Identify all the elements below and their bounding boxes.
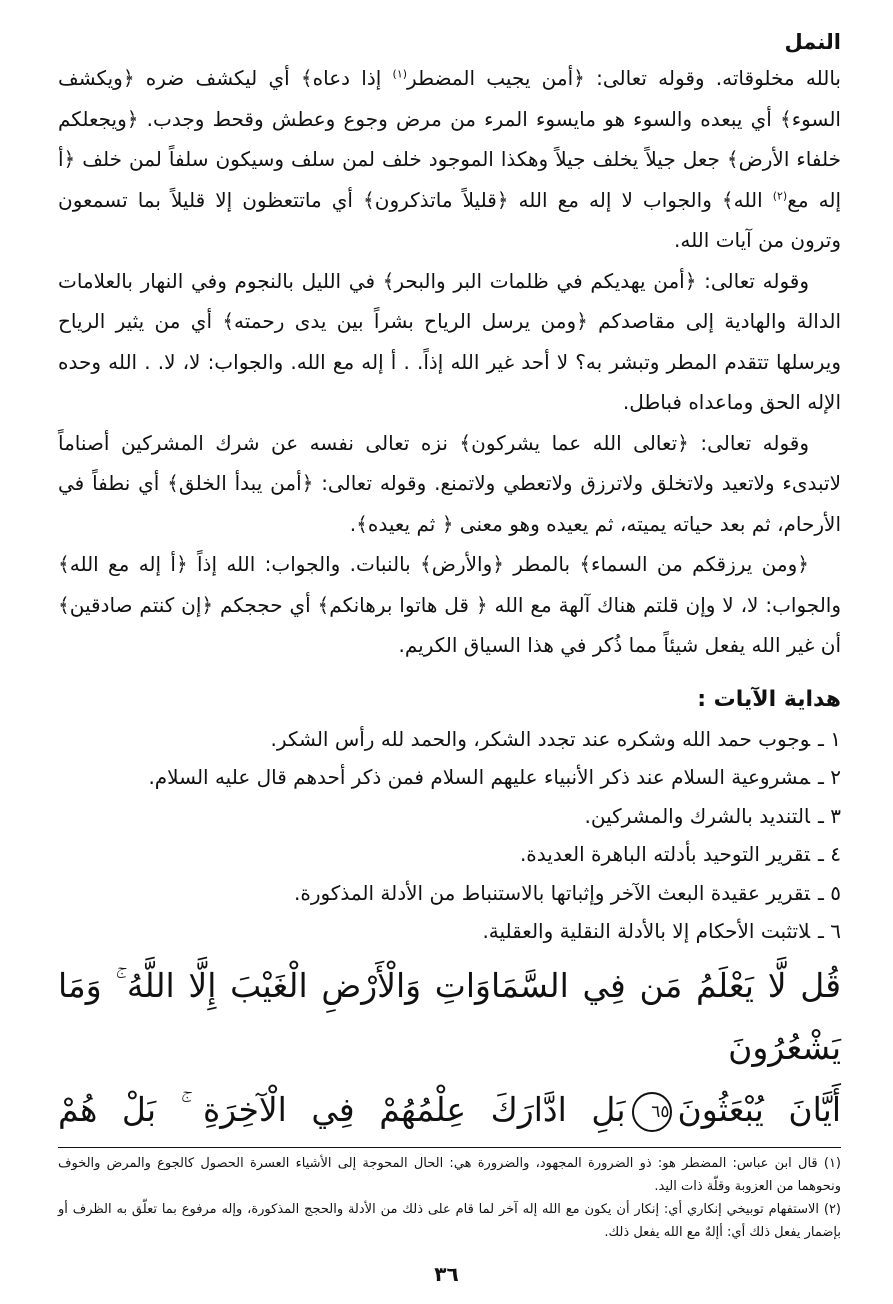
footnote-2: (٢) الاستفهام توبيخي إنكاري أي: إنكار أن يكون مع الله إله آخر لما قام على ذلك من الأدلة والحجج المذكورة، وإله مرفوع بما تعلّق به الظرف أو بإضمار يفعل ذلك أي: أإلهٌ مع الله يفعل ذلك.: [58, 1201, 841, 1240]
guidance-list: [58, 720, 841, 951]
verse-line-1: قُل لَّا يَعْلَمُ مَن فِي السَّمَاوَاتِ وَالْأَرْضِ الْغَيْبَ إِلَّا اللَّهُ ۚ وَمَا يَشْعُرُونَ: [58, 965, 841, 1067]
footnotes: [58, 1152, 841, 1244]
verse-line-2: أَيَّانَ يُبْعَثُونَ٦٥بَلِ ادَّارَكَ عِلْمُهُمْ فِي الْآخِرَةِ ۚ بَلْ هُمْ: [58, 1079, 841, 1141]
paragraph-3: وقوله تعالى: ﴿تعالى الله عما يشركون﴾ نزه تعالى نفسه عن شرك المشركين أصناماً لاتبدىء ولاتعيد ولاتخلق ولاترزق ولاتعطي ولاتمنع. وقوله تعالى: ﴿أمن يبدأ الخلق﴾ أي نطفاً في الأرحام، ثم بعد حياته يميته، ثم يعيده وهو معنى ﴿ ثم يعيده﴾.: [58, 430, 841, 536]
list-item: ٦ ـلاتثبت الأحكام إلا بالأدلة النقلية والعقلية.: [482, 919, 841, 943]
list-item: ١ ـوجوب حمد الله وشكره عند تجدد الشكر، والحمد لله رأس الشكر.: [270, 726, 841, 751]
quran-verse: [58, 955, 841, 1141]
list-item: ٤ ـتقرير التوحيد بأدلته الباهرة العديدة.: [519, 842, 841, 866]
ayah-number-icon: ٦٥: [632, 1092, 672, 1132]
paragraph-1: بالله مخلوقاته. وقوله تعالى: ﴿أمن يجيب المضطر$^{(١)}$ إذا دعاه﴾ أي ليكشف ضره ﴿ويكشف السوء﴾ أي يبعده والسوء هو مايسوء المرء من مرض وجوع وعطش وقحط وجدب. ﴿ويجعلكم خلفاء الأرض﴾ جعل جيلاً يخلف جيلاً وهكذا الموجود خلف لمن سلف وسيكون سلفاً لمن خلف ﴿أ إله مع$^{(٢)}$ الله﴾ والجواب لا إله مع الله ﴿قليلاً ماتذكرون﴾ أي ماتتعظون إلا قليلاً بما تسمعون وترون من آيات الله.: [58, 66, 841, 252]
guidance-title: هداية الآيات :: [697, 686, 841, 712]
footnote-1: (١) قال ابن عباس: المضطر هو: ذو الضرورة المجهود، والضرورة هي: الحال المحوجة إلى الأشياء العسرة الحصول كالجوع والمرض والخوف ونحوهما من العزوبة وقلّة ذات اليد.: [58, 1155, 841, 1194]
footnote-divider: [58, 1147, 841, 1148]
list-item: ٣ ـالتنديد بالشرك والمشركين.: [584, 803, 841, 828]
paragraph-2: وقوله تعالى: ﴿أمن يهديكم في ظلمات البر والبحر﴾ في الليل بالنجوم وفي النهار بالعلامات الدالة والهادية إلى مقاصدكم ﴿ومن يرسل الرياح بشراً بين يدى رحمته﴾ أي من يثير الرياح ويرسلها تتقدم المطر وتبشر به؟ لا أحد غير الله إذاً. . أ إله مع الله. والجواب: لا، لا. . الله وحده الإله الحق وماعداه فباطل.: [58, 268, 841, 414]
commentary-text: [58, 58, 841, 666]
paragraph-4: ﴿ومن يرزقكم من السماء﴾ بالمطر ﴿والأرض﴾ بالنبات. والجواب: الله إذاً ﴿أ إله مع الله﴾ والجواب: لا، لا وإن قلتم هناك آلهة مع الله ﴿ قل هاتوا برهانكم﴾ أي حججكم ﴿إن كنتم صادقين﴾ أن غير الله يفعل شيئاً مما ذُكر في هذا السياق الكريم.: [58, 552, 841, 657]
footnote-ref-1[interactable]: (١): [392, 67, 408, 81]
page-number: ٣٦: [434, 1262, 459, 1286]
running-header: [58, 26, 841, 58]
footnote-ref-2[interactable]: (٢): [772, 188, 788, 202]
list-item: ٥ ـتقرير عقيدة البعث الآخر وإثباتها بالاستنباط من الأدلة المذكورة.: [293, 880, 841, 905]
list-item: ٢ ـمشروعية السلام عند ذكر الأنبياء عليهم السلام فمن ذكر أحدهم قال عليه السلام.: [148, 765, 841, 789]
surah-name: النمل: [784, 30, 841, 54]
